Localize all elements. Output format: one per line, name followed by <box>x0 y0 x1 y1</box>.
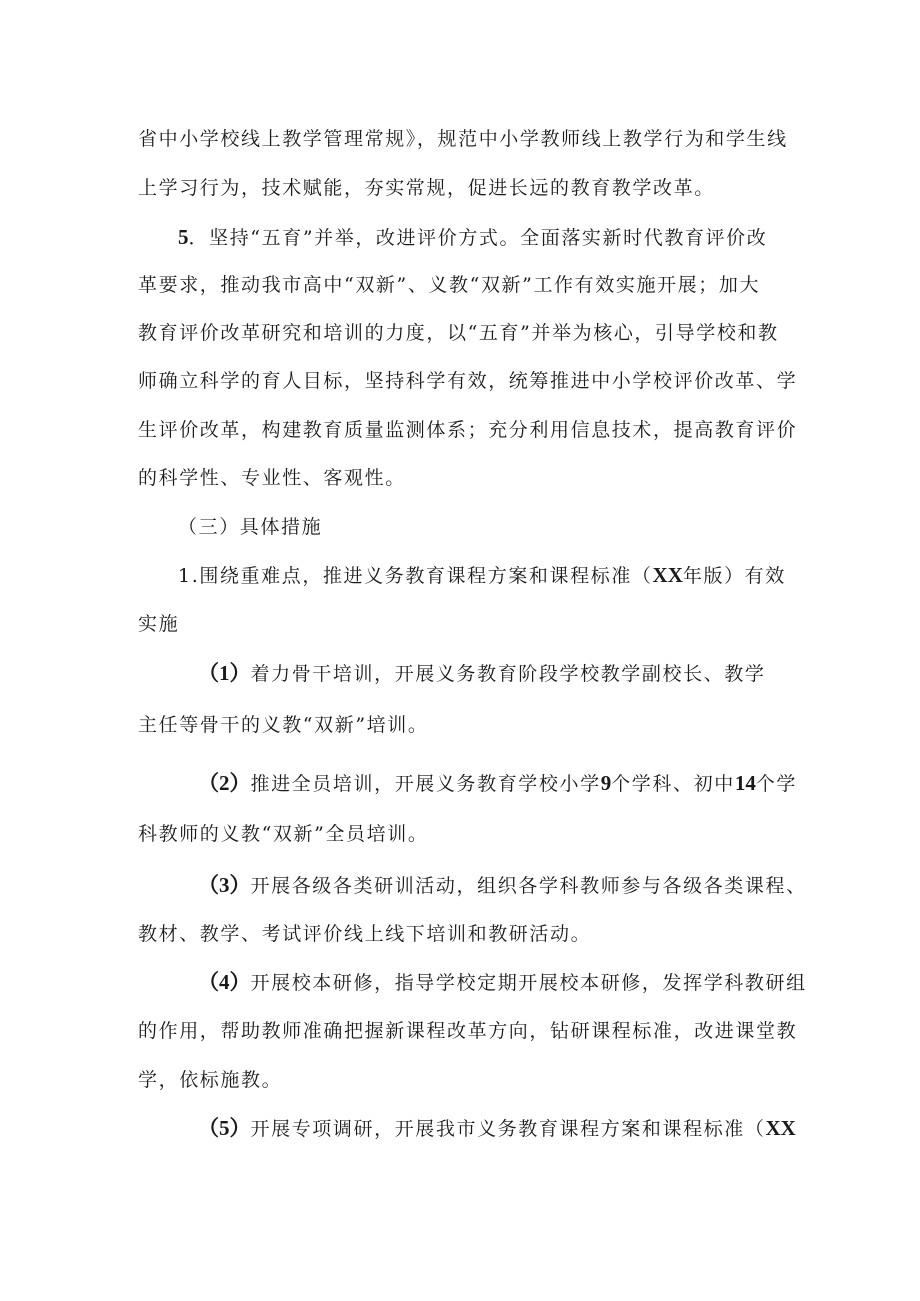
paragraph-line: 革要求，推动我市高中“双新”、义教“双新”工作有效实施开展；加大 <box>138 274 761 296</box>
number-value: 9 <box>600 771 612 795</box>
sub-item-text: 着力骨干培训，开展义务教育阶段学校教学副校长、教学 <box>250 663 766 685</box>
paragraph-line: 教育评价改革研究和培训的力度，以“五育”并举为核心，引导学校和教 <box>138 322 779 344</box>
sub-item-marker: （1） <box>198 661 251 685</box>
sub-item-marker: （3） <box>198 873 251 897</box>
sub-item-marker: （2） <box>198 771 251 795</box>
item-5-first-line <box>178 225 767 250</box>
measure-text: 年版）有效 <box>682 565 786 587</box>
sub-item-marker: （4） <box>198 970 251 994</box>
sub-item-2-first-line <box>198 771 797 796</box>
sub-item-1-first-line <box>198 661 766 686</box>
section-heading: （三）具体措施 <box>178 516 323 538</box>
year-placeholder: XX <box>652 563 683 587</box>
paragraph-line: 科教师的义教“双新”全员培训。 <box>138 823 429 845</box>
sub-item-5-first-line <box>198 1116 796 1141</box>
paragraph-line: 学，依标施教。 <box>138 1069 283 1091</box>
paragraph-line: 省中小学校线上教学管理常规》，规范中小学教师线上教学行为和学生线 <box>138 128 788 150</box>
item-text: ．坚持“五育”并举，改进评价方式。全面落实新时代教育评价改 <box>188 227 768 249</box>
sub-item-text: 开展校本研修，指导学校定期开展校本研修，发挥学科教研组 <box>250 972 807 994</box>
sub-item-text: 推进全员培训，开展义务教育学校小学 <box>250 773 601 795</box>
paragraph-line: 的科学性、专业性、客观性。 <box>138 467 406 489</box>
paragraph-line: 主任等骨干的义教“双新”培训。 <box>138 714 429 736</box>
sub-item-4-first-line <box>198 970 807 995</box>
sub-item-3-first-line <box>198 873 807 898</box>
paragraph-line: 师确立科学的育人目标，坚持科学有效，统筹推进中小学校评价改革、学 <box>138 370 798 392</box>
measure-text: 1.围绕重难点，推进义务教育课程方案和课程标准（ <box>178 565 653 587</box>
sub-item-text: 开展专项调研，开展我市义务教育课程方案和课程标准（ <box>250 1118 766 1140</box>
sub-item-marker: （5） <box>198 1116 251 1140</box>
sub-item-text: 开展各级各类研训活动，组织各学科教师参与各级各类课程、 <box>250 875 807 897</box>
measure-1-first-line <box>178 563 786 588</box>
paragraph-line: 生评价改革，构建教育质量监测体系；充分利用信息技术，提高教育评价 <box>138 419 798 441</box>
paragraph-line: 上学习行为，技术赋能，夯实常规，促进长远的教育教学改革。 <box>138 177 715 199</box>
number-value: 14 <box>734 771 756 795</box>
item-number: 5 <box>178 225 189 249</box>
paragraph-line: 教材、教学、考试评价线上线下培训和教研活动。 <box>138 923 592 945</box>
paragraph-line: 的作用，帮助教师准确把握新课程改革方向，钻研课程标准，改进课堂教 <box>138 1020 798 1042</box>
year-placeholder: XX <box>765 1116 796 1140</box>
sub-item-text: 个学 <box>755 773 798 795</box>
sub-item-text: 个学科、初中 <box>611 773 735 795</box>
paragraph-line: 实施 <box>138 613 180 635</box>
